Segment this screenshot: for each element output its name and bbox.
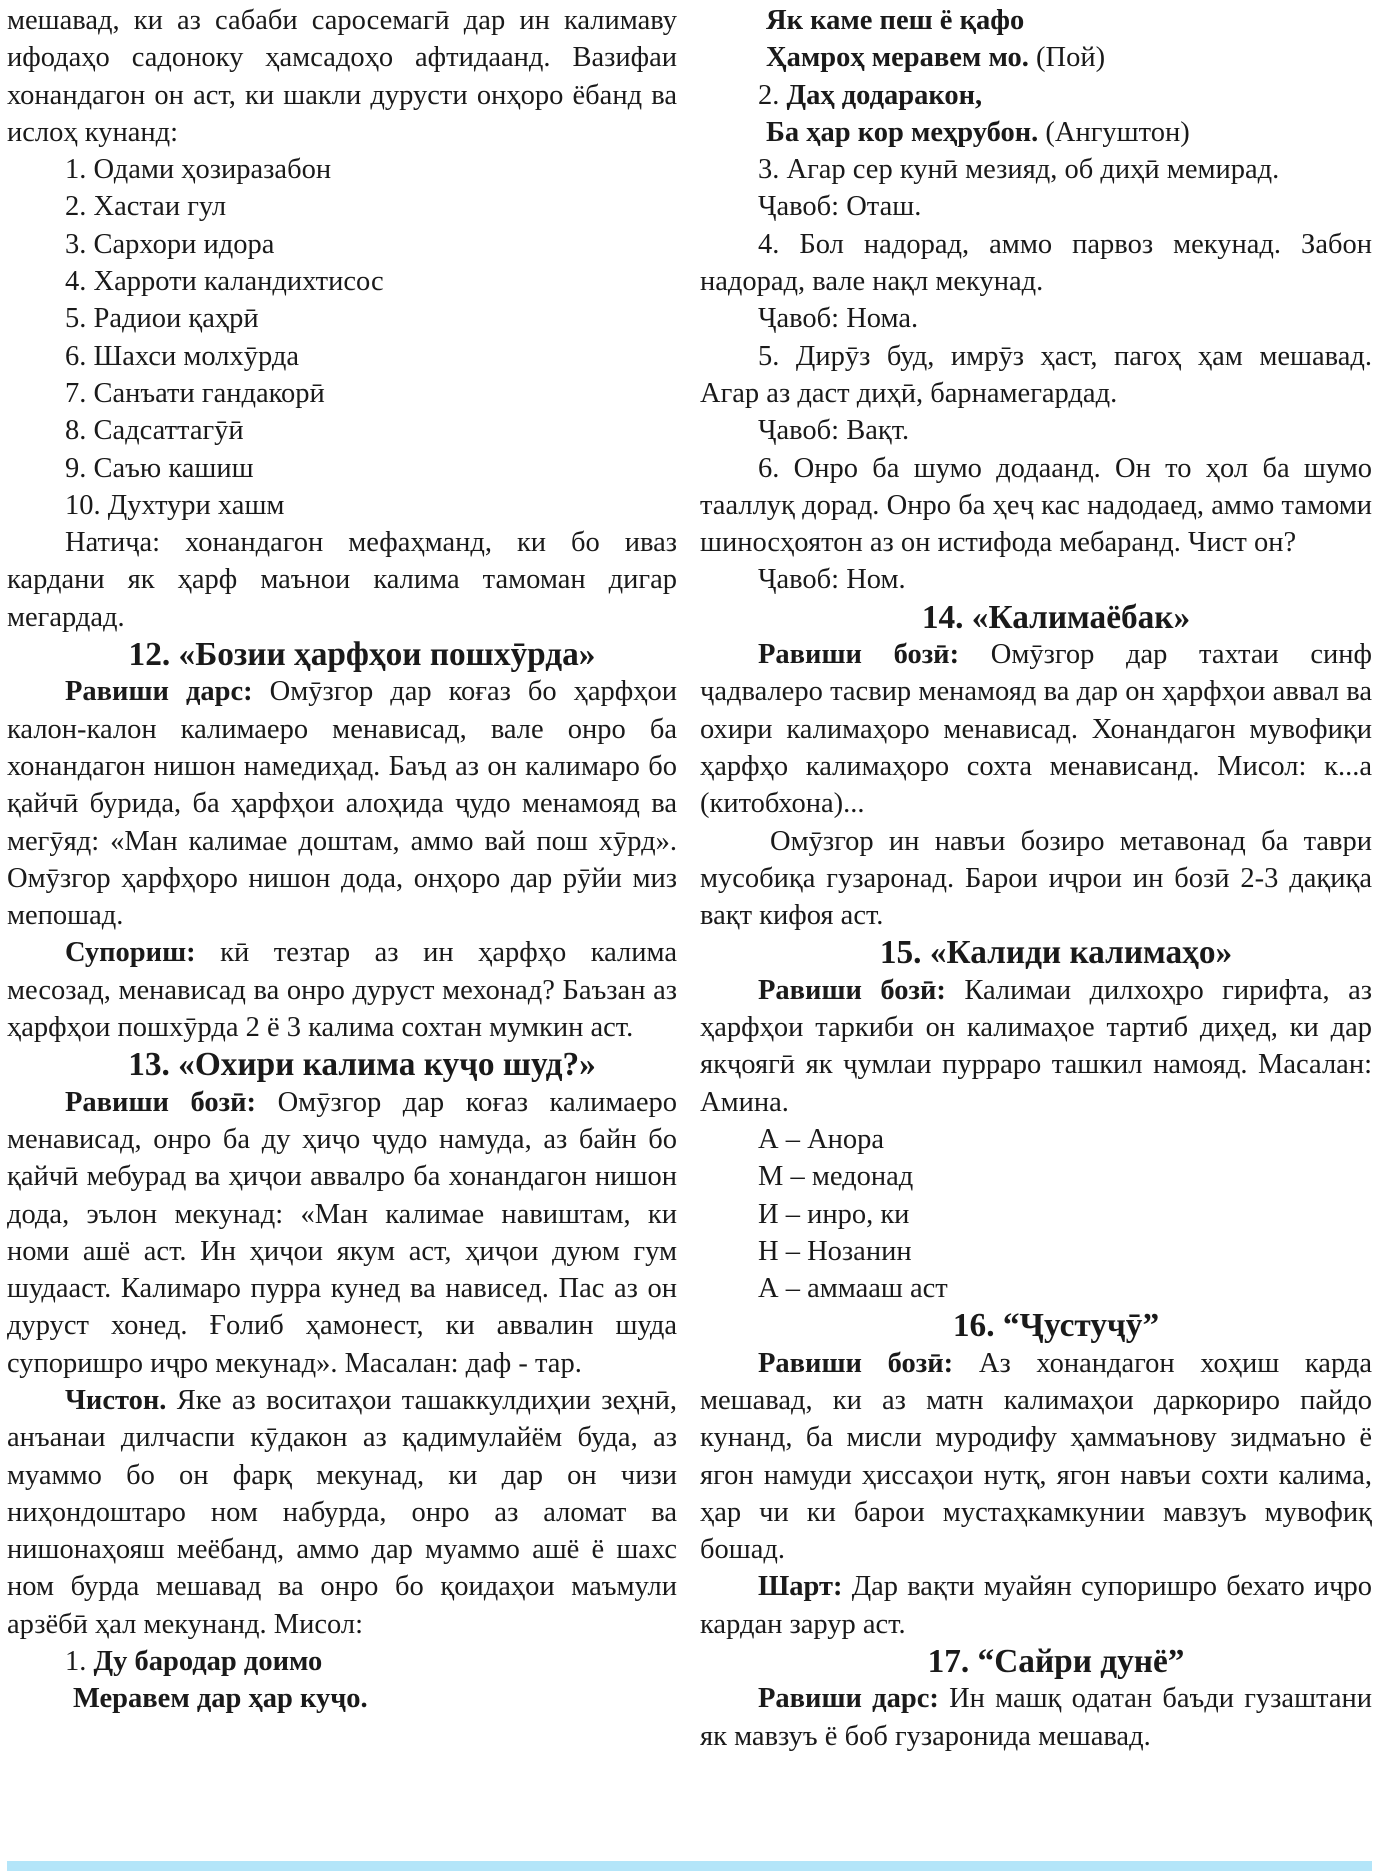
riddle-5: 5. Дирӯз буд, имрӯз ҳаст, пагоҳ ҳам мешавад. Агар аз даст диҳӣ, барнамегардад. <box>700 340 1372 409</box>
riddle-number: 1. <box>65 1646 94 1678</box>
section-17-title: 17. “Сайри дунё” <box>927 1643 1185 1681</box>
list-item: 10. Духтури хашм <box>65 489 285 521</box>
acrostic-item: И – инро, ки <box>758 1198 910 1230</box>
intro-paragraph: мешавад, ки аз сабаби саросемагӣ дар ин калимаву ифодаҳо садоноку ҳамсадоҳо афтидаанд. Вазифаи хонандагон он аст, ки шакли дурусти онҳоро ёбанд ва ислоҳ кунанд: <box>7 5 677 148</box>
riddle-1-line-4 <box>700 39 1372 76</box>
method-text: Омӯзгор дар коғаз бо ҳарфҳои калон-калон калимаеро менависад, вале онро ба хонандагон нишон намедиҳад. Баъд аз он калимаро бо қайчӣ бурида, ба ҳарфҳои алоҳида ҷудо менамояд ва мегӯяд: «Ман калимае доштам, аммо вай пош хӯрд». Омӯзгор ҳарфҳоро нишон дода, онҳоро дар рӯйи миз мепошад. <box>7 676 677 932</box>
method-label: Равиши бозӣ: <box>65 1086 257 1118</box>
riddle-3-answer: Ҷавоб: Оташ. <box>758 191 922 223</box>
section-12-task <box>7 934 677 1046</box>
method-label: Равиши дарс: <box>758 1683 939 1715</box>
footer-color-band <box>7 1861 1372 1871</box>
task-label: Супориш: <box>65 937 196 969</box>
riddle-2-line-2 <box>700 114 1372 151</box>
method-label: Равиши дарс: <box>65 676 253 708</box>
method-text: Калимаи дилхоҳро гирифта, аз ҳарфҳои таркиби он калимаҳое тартиб диҳед, ки дар якҷоягӣ як ҷумлаи пурраро ташкил намояд. Масалан: Амина. <box>700 974 1372 1118</box>
section-12-method <box>7 673 677 934</box>
list-item: 4. Харроти каландихтисос <box>65 266 384 298</box>
riddle-verse: Ҳамроҳ меравем мо. <box>766 42 1029 74</box>
method-text: Аз хонандагон хоҳиш карда мешавад, ки аз матн калимаҳои даркориро пайдо кунанд, ба мисли муродифу ҳаммаънову зидмаъно ё ягон намуди ҳиссаҳои нутқ, ягон навъи сохти калима, ҳар чи ки барои мустаҳкамкунии мавзуъ мувофиқ бошад. <box>700 1347 1372 1566</box>
condition-label: Шарт: <box>758 1571 843 1603</box>
section-16-method <box>700 1345 1372 1569</box>
list-item: 5. Радиои қаҳрӣ <box>65 303 259 335</box>
acrostic-item: Н – Нозанин <box>758 1235 912 1267</box>
section-14-note: Омӯзгор ин навъи бозиро метавонад ба таври мусобиқа гузаронад. Барои иҷрои ин бозӣ 2-3 дақиқа вақт кифоя аст. <box>700 825 1372 932</box>
riddle-4: 4. Бол надорад, аммо парвоз мекунад. Забон надорад, вале нақл мекунад. <box>700 228 1372 298</box>
list-item: 7. Санъати гандакорӣ <box>65 377 325 409</box>
method-text: Омӯзгор дар тахтаи синф ҷадвалеро тасвир менамояд ва дар он ҳарфҳои аввал ва охири калимаҳоро менависад. Хонандагон мувофиқи ҳарфҳо калимаҳоро сохта менависанд. Мисол: к...а (китобхона)... <box>700 639 1372 820</box>
list-item: 2. Хастаи гул <box>65 191 227 223</box>
condition-text: Дар вақти муайян супоришро бехато иҷро кардан зарур аст. <box>700 1571 1372 1640</box>
right-column <box>700 2 1372 1755</box>
riddle-verse: Ду бародар доимо <box>93 1646 323 1678</box>
result-paragraph: Натиҷа: хонандагон мефаҳманд, ки бо иваз кардани як ҳарф маънои калима тамоман дигар мегардад. <box>7 527 677 633</box>
riddle-verse: Як каме пеш ё қафо <box>766 5 1025 36</box>
section-13-title: 13. «Охири калима куҷо шуд?» <box>128 1046 596 1084</box>
riddle-1-line-1 <box>7 1643 677 1680</box>
list-item: 6. Шахси молхӯрда <box>65 340 300 372</box>
section-16-title: 16. “Ҷустуҷӯ” <box>952 1307 1160 1345</box>
method-text: Омӯзгор дар коғаз калимаеро менависад, онро ба ду ҳиҷо ҷудо намуда, аз байн бо қайчӣ мебурад ва ҳиҷои аввалро ба хонандагон нишон дода, эълон мекунад: «Ман калимае навиштам, ки номи ашё аст. Ин ҳиҷои якум аст, ҳиҷои дуюм гум шудааст. Калимаро пурра кунед ва нависед. Пас аз он дуруст хонед. Ғолиб ҳамонест, ки аввалин шуда супоришро иҷро мекунад». Масалан: даф - тар. <box>7 1086 677 1379</box>
method-label: Равиши бозӣ: <box>758 1347 954 1379</box>
riddle-verse: Ба ҳар кор меҳрубон. <box>766 116 1039 148</box>
riddle-number: 2. <box>758 79 787 111</box>
riddle-2-line-1 <box>700 77 1372 114</box>
section-16-condition <box>700 1568 1372 1643</box>
task-text: кӣ тезтар аз ин ҳарфҳо калима месозад, менависад ва онро дуруст мехонад? Баъзан аз ҳарфҳои пошхӯрда 2 ё 3 калима сохтан мумкин аст. <box>7 937 677 1044</box>
section-12-title: 12. «Бозии ҳарфҳои пошхӯрда» <box>128 636 596 674</box>
acrostic-item: М – медонад <box>758 1161 914 1193</box>
riddle-answer: (Пой) <box>1028 42 1106 74</box>
method-label: Равиши бозӣ: <box>758 974 946 1006</box>
acrostic-item: А – Анора <box>758 1123 885 1155</box>
section-15-title: 15. «Калиди калимаҳо» <box>879 934 1233 972</box>
riddle-verse: Меравем дар ҳар куҷо. <box>73 1683 368 1715</box>
riddle-1-line-2 <box>7 1680 677 1717</box>
chiston-label: Чистон. <box>65 1384 167 1416</box>
list-item: 9. Саъю кашиш <box>65 452 254 484</box>
riddle-answer: (Ангуштон) <box>1038 116 1190 148</box>
riddle-6-answer: Ҷавоб: Ном. <box>758 564 906 596</box>
acrostic-item: А – аммааш аст <box>758 1273 948 1305</box>
riddle-1-line-3 <box>700 2 1372 39</box>
list-item: 1. Одами ҳозиразабон <box>65 154 332 186</box>
section-13-method <box>7 1084 677 1382</box>
left-column <box>7 2 677 1718</box>
acrostic-list <box>700 1121 1372 1307</box>
section-14-method <box>700 636 1372 822</box>
riddle-verse: Даҳ додаракон, <box>786 79 983 111</box>
word-list <box>7 151 677 524</box>
chiston-paragraph <box>7 1382 677 1643</box>
section-17-method <box>700 1680 1372 1755</box>
list-item: 3. Сархори идора <box>65 228 275 260</box>
riddle-4-answer: Ҷавоб: Нома. <box>758 303 919 335</box>
riddle-6: 6. Онро ба шумо додаанд. Он то ҳол ба шумо тааллуқ дорад. Онро ба ҳеҷ кас надодаед, аммо тамоми шиносҳоятон аз он истифода мебаранд. Чист он? <box>700 452 1372 559</box>
section-14-title: 14. «Калимаёбак» <box>921 598 1191 636</box>
list-item: 8. Садсаттагӯӣ <box>65 415 244 447</box>
chiston-text: Яке аз воситаҳои ташаккулдиҳии зеҳнӣ, анъанаи дилчаспи кӯдакон аз қадимулайём буда, аз муаммо бо он фарқ мекунад, ки дар он чизи ниҳондоштаро ном набурда, онро аз аломат ва нишонаҳояш меёбанд, аммо дар муаммо ашё ё шахс ном бурда мешавад ва онро бо қоидаҳои маъмули арзёбӣ ҳал мекунанд. Мисол: <box>7 1384 677 1640</box>
method-label: Равиши бозӣ: <box>758 639 960 671</box>
riddle-3: 3. Агар сер кунӣ мезияд, об диҳӣ мемирад. <box>758 154 1280 186</box>
method-text: Ин машқ одатан баъди гузаштани як мавзуъ ё боб гузаронида мешавад. <box>700 1683 1372 1752</box>
riddle-5-answer: Ҷавоб: Вақт. <box>758 415 910 447</box>
section-15-method <box>700 972 1372 1121</box>
